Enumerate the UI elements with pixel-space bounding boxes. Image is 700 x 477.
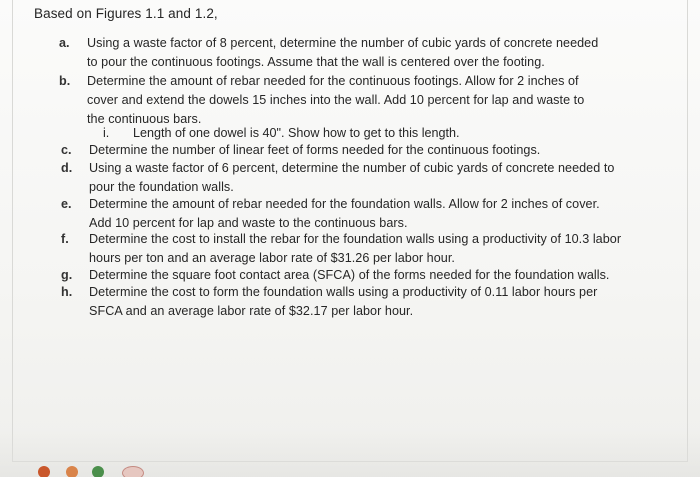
- list-item-text: Determine the number of linear feet of forms needed for the continuous footings.: [89, 143, 541, 157]
- list-item-text: Determine the cost to form the foundation walls using a productivity of 0.11 labor hours per SFCA and an average labor rate of $32.17 per labor hour.: [89, 285, 598, 318]
- list-item-text: Determine the square foot contact area (SFCA) of the forms needed for the foundation walls.: [89, 268, 610, 282]
- list-item-b: [59, 72, 587, 129]
- list-marker: d.: [61, 161, 73, 175]
- list-item-text: Determine the amount of rebar needed for the foundation walls. Allow for 2 inches of cover. Add 10 percent for lap and waste to the continuous bars.: [89, 197, 600, 230]
- list-marker: a.: [59, 36, 70, 50]
- list-item-c: [61, 141, 609, 160]
- list-item-e: [61, 195, 609, 233]
- list-marker: f.: [61, 232, 69, 246]
- cropped-mark-icon: [92, 466, 104, 477]
- cropped-mark-icon: [38, 466, 50, 477]
- list-item-d: [61, 159, 617, 197]
- list-marker: i.: [103, 126, 110, 140]
- list-marker: h.: [61, 285, 73, 299]
- list-marker: c.: [61, 143, 72, 157]
- list-item-text: Using a waste factor of 6 percent, determine the number of cubic yards of concrete needed to pour the foundation walls.: [89, 161, 615, 194]
- list-item-a: [59, 34, 612, 72]
- list-item-text: Using a waste factor of 8 percent, determine the number of cubic yards of concrete needed to pour the continuous footings. Assume that the wall is centered over the footing.: [87, 36, 599, 69]
- list-item-f: [61, 230, 629, 268]
- list-item-h: [61, 283, 609, 321]
- list-item-text: Determine the cost to install the rebar for the foundation walls using a productivity of 10.3 labor hours per ton and an average labor rate of $31.26 per labor hour.: [89, 232, 622, 265]
- list-marker: g.: [61, 268, 73, 282]
- list-marker: b.: [59, 74, 71, 88]
- problem-heading: Based on Figures 1.1 and 1.2,: [34, 6, 218, 21]
- list-item-text: Determine the amount of rebar needed for the continuous footings. Allow for 2 inches of cover and extend the dowels 15 inches into the wall. Add 10 percent for lap and waste to the continuous bars.: [87, 74, 585, 126]
- cropped-mark-icon: [66, 466, 78, 477]
- cropped-mark-icon: [122, 466, 144, 477]
- cropped-page-edge: [38, 462, 178, 477]
- list-item-text: Length of one dowel is 40". Show how to get to this length.: [133, 126, 460, 140]
- list-marker: e.: [61, 197, 72, 211]
